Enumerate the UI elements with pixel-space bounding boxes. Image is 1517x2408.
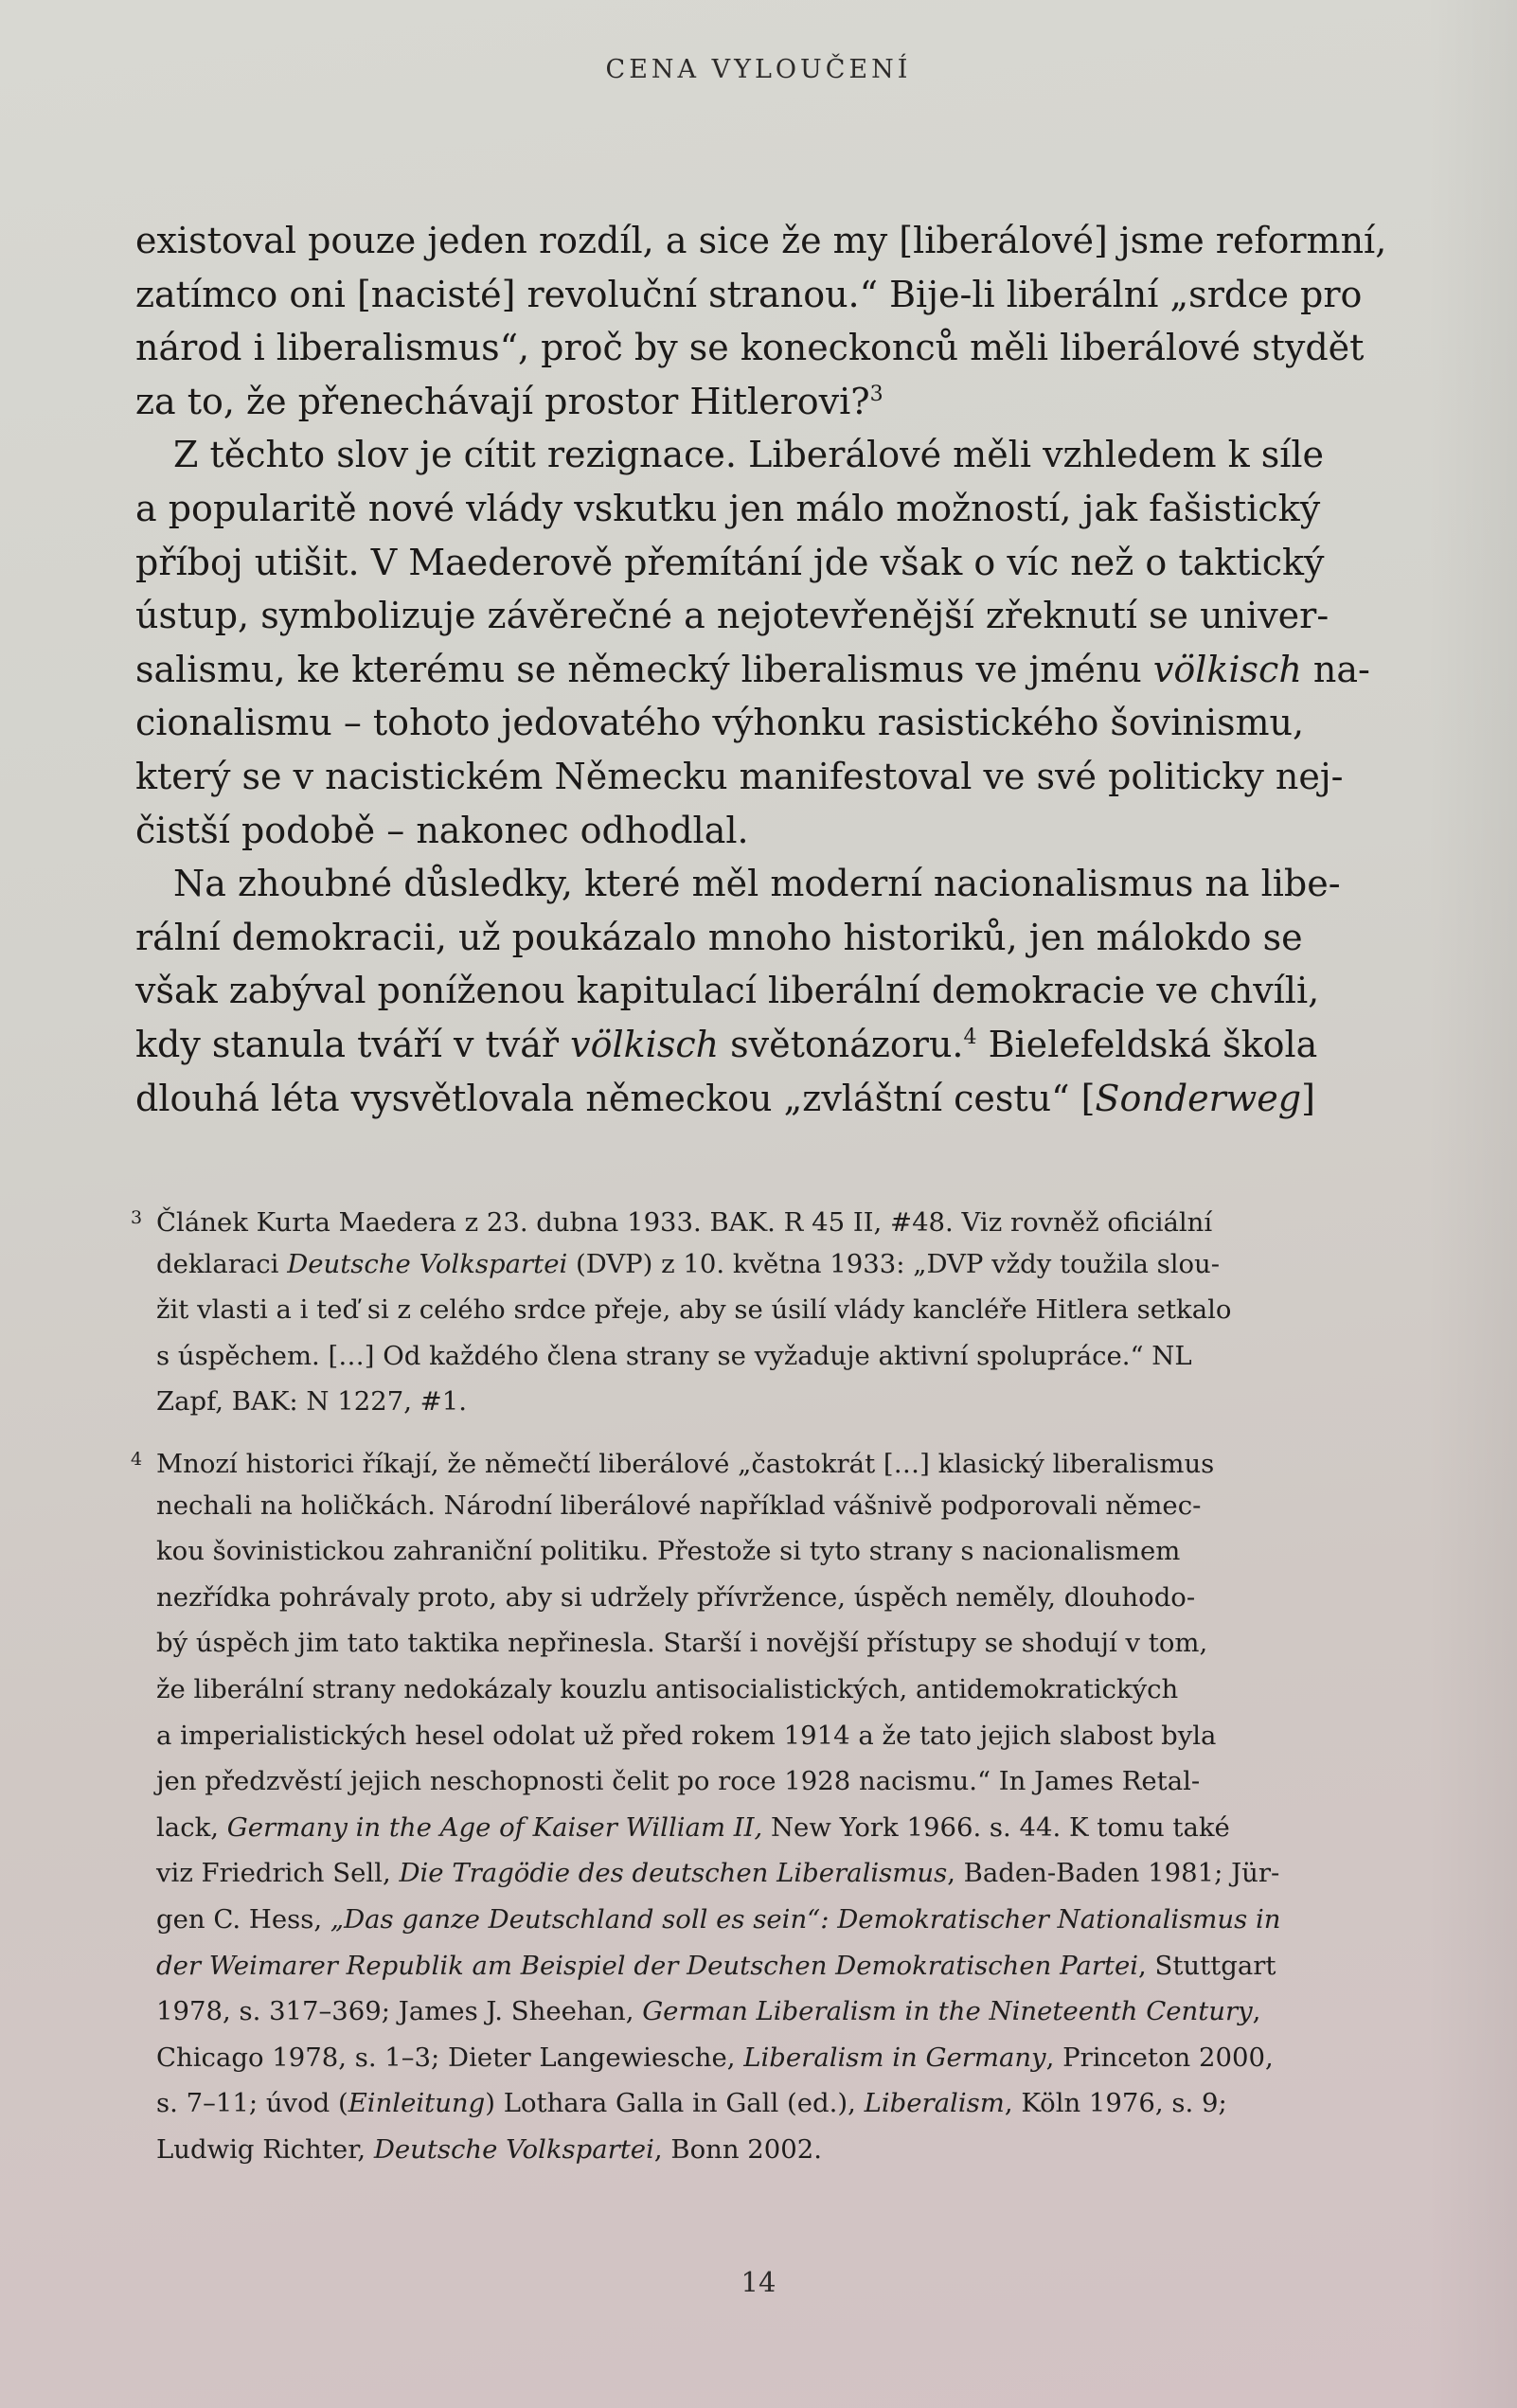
- text-run: , Baden-Baden 1981; Jür-: [947, 1858, 1280, 1889]
- text-line: rální demokracii, už poukázalo mnoho historiků, jen málokdo se: [135, 916, 1303, 958]
- text-run: deklaraci: [156, 1248, 288, 1279]
- text-line: národ i liberalismus“, proč by se koneckonců měli liberálové stydět: [135, 327, 1365, 369]
- text-run: New York 1966. s. 44. K tomu také: [762, 1811, 1230, 1843]
- italic-title: „Das ganze Deutschland soll es sein“: Demokratischer Nationalismus in: [330, 1903, 1281, 1935]
- text-run: dlouhá léta vysvětlovala německou „zvláštní cestu“ [: [135, 1077, 1096, 1119]
- text-run: ]: [1301, 1077, 1315, 1119]
- paragraph-2: [135, 428, 1390, 857]
- footnote-marker: 3: [131, 1207, 143, 1228]
- footnote-line: a imperialistických hesel odolat už před rokem 1914 a že tato jejich slabost byla: [156, 1720, 1217, 1751]
- footnote-ref-4[interactable]: 4: [963, 1025, 977, 1049]
- footnote-line: žit vlasti a i teď si z celého srdce přeje, aby se úsilí vlády kancléře Hitlera setkalo: [156, 1294, 1232, 1326]
- text-line: však zabýval poníženou kapitulací liberální demokracie ve chvíli,: [135, 970, 1320, 1012]
- footnote-ref-3[interactable]: 3: [869, 382, 883, 406]
- text-run: 1978, s. 317–369; James J. Sheehan,: [156, 1996, 643, 2027]
- footnote-line: nechali na holičkách. Národní liberálové například vášnivě podporovali němec-: [156, 1489, 1202, 1521]
- text-line: [135, 375, 1390, 429]
- text-line: [135, 1072, 1390, 1126]
- italic-term: völkisch: [570, 1023, 720, 1065]
- text-run: s. 7–11; úvod (: [156, 2088, 348, 2119]
- text-run: za to, že přenechávají prostor Hitlerovi?: [135, 380, 870, 422]
- text-line: Na zhoubné důsledky, které měl moderní nacionalismus na libe-: [173, 863, 1341, 905]
- text-line: čistší podobě – nakonec odhodlal.: [135, 809, 749, 851]
- italic-title: Deutsche Volkspartei: [373, 2133, 654, 2165]
- running-head: CENA VYLOUČENÍ: [605, 55, 912, 84]
- footnote-line: [156, 2035, 1387, 2081]
- italic-title: Die Tragödie des deutschen Liberalismus: [399, 1858, 948, 1889]
- italic-title: Deutsche Volkspartei: [287, 1248, 568, 1279]
- text-line: který se v nacistickém Německu manifestoval ve své politicky nej-: [135, 755, 1344, 797]
- text-run: Mnozí historici říkají, že němečtí liberálové „častokrát […] klasický liberalismus: [156, 1448, 1215, 1479]
- text-run: (DVP) z 10. května 1933: „DVP vždy toužila slou-: [567, 1248, 1221, 1279]
- footnote-line: že liberální strany nedokázaly kouzlu antisocialistických, antidemokratických: [156, 1673, 1179, 1704]
- text-run: kdy stanula tváří v tvář: [135, 1023, 571, 1065]
- footnotes: [131, 1195, 1387, 2172]
- footnote-line: [156, 2080, 1387, 2127]
- text-line: příboj utišit. V Maederově přemítání jde však o víc než o taktický: [135, 541, 1325, 583]
- footnote-line: [156, 1241, 1387, 1288]
- footnote-line: nezřídka pohrávaly proto, aby si udržely přívržence, úspěch neměly, dlouhodo-: [156, 1581, 1196, 1613]
- text-line: Z těchto slov je cítit rezignace. Liberálové měli vzhledem k síle: [173, 434, 1324, 476]
- footnote-line: Zapf, BAK: N 1227, #1.: [156, 1386, 467, 1418]
- text-line: [135, 643, 1390, 697]
- text-line: zatímco oni [nacisté] revoluční stranou.“ Bije-li liberální „srdce pro: [135, 273, 1363, 315]
- italic-term: Sonderweg: [1095, 1077, 1302, 1119]
- text-run: , Bonn 2002.: [653, 2133, 823, 2165]
- footnote-4: [131, 1436, 1387, 2173]
- footnote-line: [156, 2127, 1387, 2173]
- text-run: gen C. Hess,: [156, 1903, 330, 1935]
- footnote-line: [131, 1195, 1387, 1241]
- text-run: , Stuttgart: [1138, 1950, 1276, 1981]
- footnote-line: [156, 1850, 1387, 1897]
- text-run: Chicago 1978, s. 1–3; Dieter Langewiesche,: [156, 2042, 744, 2073]
- text-run: Bielefeldská škola: [976, 1023, 1318, 1065]
- italic-title: Einleitung: [348, 2088, 486, 2119]
- footnote-gap: [156, 1425, 1387, 1436]
- page-edge-shadow: [1427, 0, 1517, 2408]
- text-run: , Princeton 2000,: [1045, 2042, 1274, 2073]
- footnote-line: [131, 1436, 1387, 1483]
- italic-title: Liberalism in Germany: [743, 2042, 1046, 2073]
- italic-title: German Liberalism in the Nineteenth Century: [642, 1996, 1253, 2027]
- footnote-line: jen předzvěstí jejich neschopnosti čelit po roce 1928 nacismu.“ In James Retal-: [156, 1766, 1201, 1797]
- text-run: lack,: [156, 1811, 227, 1843]
- text-run: Ludwig Richter,: [156, 2133, 374, 2165]
- paragraph-1: [135, 214, 1390, 428]
- text-line: existoval pouze jeden rozdíl, a sice že my [liberálové] jsme reformní,: [135, 220, 1387, 261]
- footnote-marker: 4: [131, 1448, 143, 1470]
- text-run: , Köln 1976, s. 9;: [1004, 2088, 1227, 2119]
- footnote-line: [156, 1989, 1387, 2035]
- text-run: ,: [1252, 1996, 1261, 2027]
- footnote-3: [131, 1195, 1387, 1425]
- footnote-line: s úspěchem. […] Od každého člena strany se vyžaduje aktivní spolupráce.“ NL: [156, 1340, 1192, 1371]
- footnote-line: [156, 1805, 1387, 1851]
- text-run: Článek Kurta Maedera z 23. dubna 1933. BAK. R 45 II, #48. Viz rovněž oficiální: [156, 1207, 1213, 1238]
- italic-title: der Weimarer Republik am Beispiel der Deutschen Demokratischen Partei: [156, 1950, 1139, 1981]
- italic-term: völkisch: [1152, 648, 1302, 690]
- text-line: ústup, symbolizuje závěrečné a nejotevřenější zřeknutí se univer-: [135, 595, 1330, 637]
- text-run: světonázoru.: [719, 1023, 964, 1065]
- text-run: viz Friedrich Sell,: [156, 1858, 400, 1889]
- text-line: cionalismu – tohoto jedovatého výhonku rasistického šovinismu,: [135, 702, 1305, 744]
- footnote-line: bý úspěch jim tato taktika nepřinesla. Starší i novější přístupy se shodují v tom,: [156, 1628, 1208, 1659]
- italic-title: Liberalism: [864, 2088, 1005, 2119]
- italic-title: Germany in the Age of Kaiser William II,: [226, 1811, 763, 1843]
- main-text: [135, 214, 1390, 1125]
- footnote-line: [156, 1943, 1387, 1989]
- text-run: salismu, ke kterému se německý liberalismus ve jménu: [135, 648, 1153, 690]
- page-number: 14: [741, 2266, 776, 2298]
- text-run: na-: [1301, 648, 1370, 690]
- footnote-line: [156, 1897, 1387, 1943]
- footnote-line: kou šovinistickou zahraniční politiku. Přestože si tyto strany s nacionalismem: [156, 1536, 1181, 1567]
- text-line: [135, 1018, 1390, 1072]
- paragraph-3: [135, 857, 1390, 1125]
- text-run: ) Lothara Galla in Gall (ed.),: [485, 2088, 865, 2119]
- text-line: a popularitě nové vlády vskutku jen málo možností, jak fašistický: [135, 487, 1321, 529]
